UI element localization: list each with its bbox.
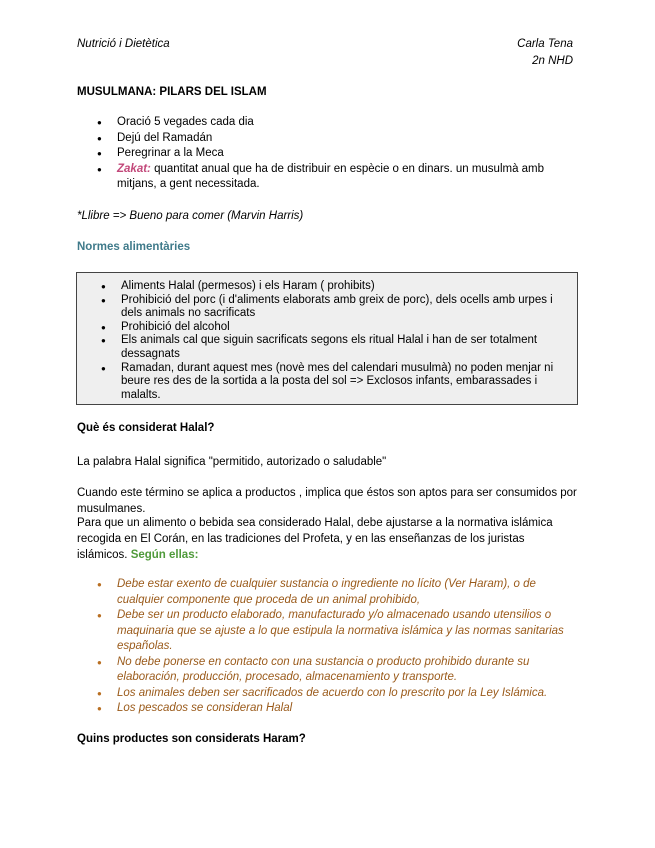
list-item: ● Ramadan, durant aquest mes (novè mes del calendari musulmà) no poden menjar ni beure res des de la sortida a la posta del sol => Exclosos infants, embarassades i malalts. — [101, 362, 569, 403]
halal-rules-list — [97, 577, 582, 717]
list-item: ● Oració 5 vegades cada dia — [97, 115, 567, 131]
normes-heading: Normes alimentàries — [77, 241, 191, 253]
halal-heading: Què és considerat Halal? — [77, 422, 215, 434]
list-item: ● Els animals cal que siguin sacrificats segons els ritual Halal i han de ser totalment dessagnats — [101, 334, 569, 361]
list-item: ● Aliments Halal (permesos) i els Haram ( prohibits) — [101, 280, 569, 294]
halal-paragraph-3: Para que un alimento o bebida sea considerado Halal, debe ajustarse a la normativa islámica recogida en El Corán, en las tradiciones del Profeta, y en las enseñanzas de los juristas islámicos. Según ellas: — [77, 517, 553, 561]
page-title: MUSULMANA: PILARS DEL ISLAM — [77, 86, 267, 98]
zakat-term: Zakat: — [117, 162, 151, 175]
halal-paragraph-2: Cuando este término se aplica a productos , implica que éstos son aptos para ser consumidos por musulmanes. — [77, 487, 577, 515]
list-item: ● Zakat: quantitat anual que ha de distribuir en espècie o en dinars. un musulmà amb mitjans, a gent necessitada. — [97, 162, 567, 193]
list-item: ● Los pescados se consideran Halal — [97, 701, 582, 717]
normes-list — [101, 280, 569, 402]
book-note: *Llibre => Bueno para comer (Marvin Harris) — [77, 210, 304, 222]
normes-box — [76, 272, 578, 405]
pillars-list — [97, 115, 567, 193]
list-item: ● No debe ponerse en contacto con una sustancia o producto prohibido durante su elaboración, producción, procesado, almacenamiento y transporte. — [97, 655, 582, 686]
list-item: ● Los animales deben ser sacrificados de acuerdo con lo prescrito por la Ley Islámica. — [97, 686, 582, 702]
list-item: ● Debe estar exento de cualquier sustancia o ingrediente no lícito (Ver Haram), o de cualquier componente que proceda de un animal prohibido, — [97, 577, 582, 608]
list-item: ● Peregrinar a la Meca — [97, 146, 567, 162]
list-item: ● Prohibició del porc (i d'aliments elaborats amb greix de porc), dels ocells amb urpes i dels animals no sacrificats — [101, 294, 569, 321]
header-author: Carla Tena — [517, 38, 573, 50]
list-item: ● Debe ser un producto elaborado, manufacturado y/o almacenado usando utensilios o maquinaria que se ajuste a lo que estipula la normativa islámica y las normas sanitarias españolas. — [97, 608, 582, 655]
list-item: ● Prohibició del alcohol — [101, 321, 569, 335]
header-course: 2n NHD — [532, 55, 573, 67]
halal-definition: La palabra Halal significa "permitido, autorizado o saludable" — [77, 456, 387, 468]
header-subject: Nutrició i Dietètica — [77, 38, 170, 50]
segun-ellas-highlight: Según ellas: — [130, 549, 199, 561]
haram-heading: Quins productes son considerats Haram? — [77, 733, 306, 745]
list-item: ● Dejú del Ramadán — [97, 131, 567, 147]
